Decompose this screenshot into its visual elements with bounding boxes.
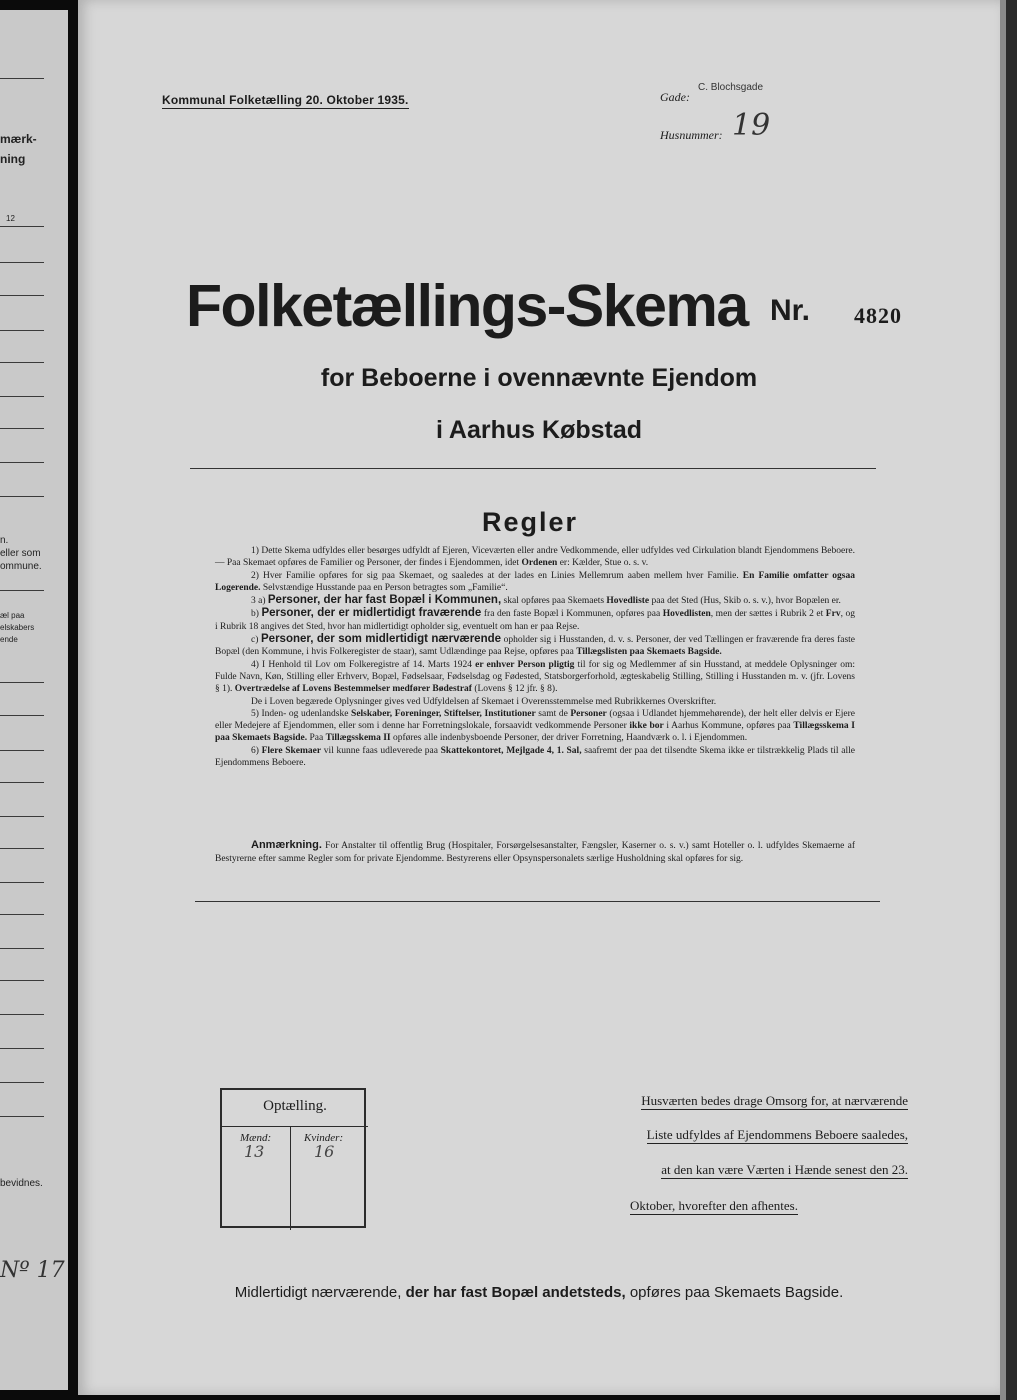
page-edge-strip [1000,0,1006,1400]
notice-line: Oktober, hvorefter den afhentes. [629,1198,798,1213]
ruled-line [0,362,44,363]
women-count: 16 [314,1142,335,1161]
ruled-line [0,262,44,263]
ruled-line [0,715,44,716]
count-title: Optælling. [263,1098,327,1114]
rules-heading: Regler [482,507,579,537]
ruled-line [0,980,44,981]
husnummer-handwritten: 19 [732,108,771,143]
form-subtitle: for Beboerne i ovennævnte Ejendom [320,364,758,392]
ruled-line [0,78,44,79]
ruled-line [0,750,44,751]
ruled-line [0,428,44,429]
left-fragment: ommune. [0,561,42,572]
left-fragment: 12 [6,214,15,223]
count-box-rule [222,1126,368,1127]
ruled-line [0,1014,44,1015]
ruled-line [0,816,44,817]
form-nr-label: Nr. [770,294,811,327]
right-page-edge [1000,0,1017,1400]
ruled-line [0,782,44,783]
left-fragment: eller som [0,548,41,559]
ruled-line [0,330,44,331]
men-count: 13 [244,1142,265,1161]
ruled-line [0,396,44,397]
rule-4: 4) I Henhold til Lov om Folkeregistre af 14. Marts 1924 er enhver Person pligtig til for sig og Medlemmer af sin Husstand, at meddele Oplysninger om: Fulde Navn, Køn, Stilling eller Erhverv, Bopæl, Fødselsaar, Fødselsdag og Fødested, Statsborgerforhold, ægteskabelig Stilling, Stilling i Husstanden m. v. (jfr. Lovens § 1). Overtrædelse af Lovens Bestemmelser medfører Bødestraf (Lovens § 12 jfr. § 8). [215,659,855,695]
men-label: Mænd: [240,1132,272,1144]
census-heading: Kommunal Folketælling 20. Oktober 1935. [162,93,409,107]
ruled-line [0,295,44,296]
left-fragment: n. [0,535,9,546]
census-form-page [78,0,1000,1395]
remark-text: Anmærkning. For Anstalter til offentlig Brug (Hospitaler, Forsørgelsesanstalter, Fængsler, Kaserner o. s. v.) samt Hoteller o. l. udfyldes Skemaerne af Bestyrerne efter samme Regler som for private Ejendomme. Bestyrerens eller Opsynspersonalets særlige Husholdning skal opføres for sig. [215,839,855,864]
women-label: Kvinder: [304,1132,344,1144]
left-fragment: mærk- [0,132,37,146]
notice-line: Husværten bedes drage Omsorg for, at nærværende [641,1093,908,1108]
ruled-line [0,682,44,683]
ruled-line [0,496,44,497]
ruled-line [0,948,44,949]
form-title: Folketællings-Skema [186,273,748,339]
rule-3b: b) Personer, der er midlertidigt fraværende fra den faste Bopæl i Kommunen, opføres paa Hovedlisten, men der sættes i Rubrik 2 et Frv, og i Rubrik 18 angives det Sted, hvor han midlertidigt opholder sig, eventuelt om han er paa Rejse. [215,607,855,632]
rule-1: 1) Dette Skema udfyldes eller besørges udfyldt af Ejeren, Viceværten eller andre Vedkommende, eller udfyldes ved Cirkulation blandt Ejendommens Beboere. — Paa Skemaet opføres de Familier og Personer, der findes i Ejendommen, idet Ordenen er: Kælder, Stue o. s. v. [215,546,855,569]
ruled-line [0,848,44,849]
count-box [220,1088,366,1228]
left-fragment: bevidnes. [0,1178,43,1189]
divider [195,901,880,902]
left-fragment: ende [0,635,18,644]
divider [190,468,876,469]
husnummer-label: Husnummer: [660,128,723,142]
left-fragment: æl paa [0,611,25,620]
ruled-line [0,462,44,463]
rule-2: 2) Hver Familie opføres for sig paa Skemaet, og saaledes at der lades en Linies Mellemrum aaben mellem hver Familie. En Familie omfatter ogsaa Logerende. Selvstændige Husstande paa en Person betragtes som „Familie“. [215,570,855,593]
ruled-line [0,1116,44,1117]
left-fragment: ning [0,152,26,166]
ruled-line [0,882,44,883]
ruled-line [0,226,44,227]
adjacent-page-left [0,10,68,1390]
form-subtitle-city: i Aarhus Købstad [435,416,643,444]
rule-6: 6) Flere Skemaer vil kunne faas udleverede paa Skattekontoret, Mejlgade 4, 1. Sal, saafremt der paa det tilsendte Skema ikke er tilstrækkelig Plads til alle Ejendommens Beboere. [215,745,855,769]
ruled-line [0,914,44,915]
form-nr-value: 4820 [854,303,902,328]
count-box-divider [290,1126,291,1230]
remark-label: Anmærkning. [251,839,322,851]
ruled-line [0,590,44,591]
notice-line: Liste udfyldes af Ejendommens Beboere saaledes, [646,1127,908,1142]
gade-label: Gade: [660,90,690,104]
notice-line: at den kan være Værten i Hænde senest den 23. [661,1162,908,1177]
rule-3c: c) Personer, der som midlertidigt nærværende opholder sig i Husstanden, d. v. s. Personer, der ved Tællingen er fraværende fra deres faste Bopæl (den Kommune, i hvis Folkeregister de staar), samt Udlændinge paa Rejse, opføres paa Tillægslisten paa Skemaets Bagside. [215,633,855,658]
rule-4-note: De i Loven begærede Oplysninger gives ved Udfyldelsen af Skemaet i Overensstemmelse med Rubrikkernes Overskrifter. [251,696,717,707]
gade-stamp: C. Blochsgade [698,82,764,93]
bottom-note: Midlertidigt nærværende, der har fast Bopæl andetsteds, opføres paa Skemaets Bagside. [234,1284,844,1301]
ruled-line [0,1048,44,1049]
rule-3a: 3 a) Personer, der har fast Bopæl i Kommunen, skal opføres paa Skemaets Hovedliste paa det Sted (Hus, Skib o. s. v.), hvor Bopælen er. [251,594,841,607]
ruled-line [0,1082,44,1083]
handwritten-number: Nº 17 [0,1258,65,1283]
rules-text [215,545,855,769]
rule-5: 5) Inden- og udenlandske Selskaber, Foreninger, Stiftelser, Institutioner samt de Personer (ogsaa i Udlandet hjemmehørende), der helt eller delvis er Ejere eller Medejere af Ejendommen, eller som i denne har Forretningslokale, forsaavidt vedkommende Personer ikke bor i Aarhus Kommune, opføres paa Tillægsskema I paa Skemaets Bagside. Paa Tillægsskema II opføres alle indenbysboende Personer, der driver Forretning, Haandværk o. l. i Ejendommen. [215,708,855,744]
left-fragment: elskabers [0,623,35,632]
